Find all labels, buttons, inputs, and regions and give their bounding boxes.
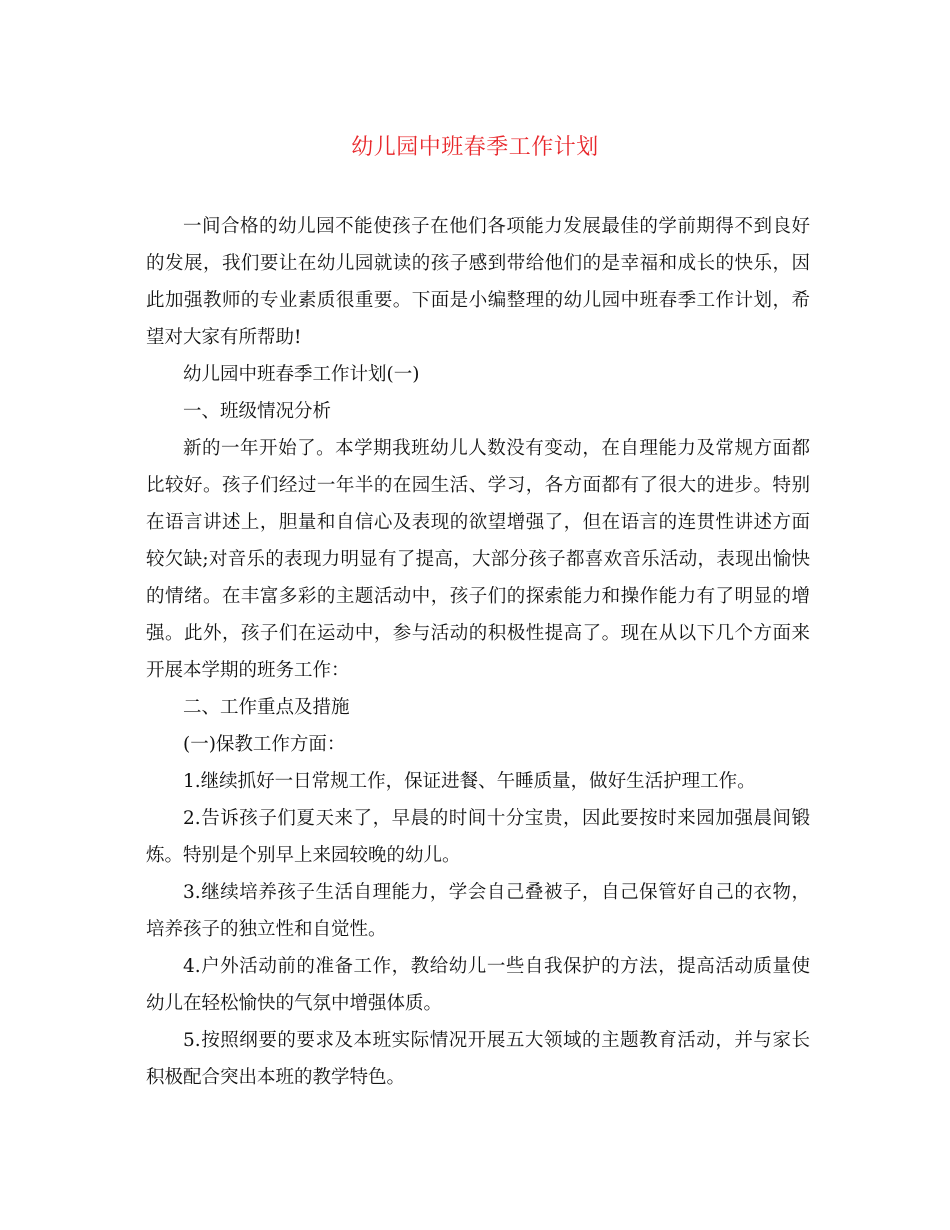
paragraph-plan-heading: 幼儿园中班春季工作计划(一) (183, 364, 420, 385)
paragraph-item-3: 3.继续培养孩子生活自理能力，学会自己叠被子，自己保管好自己的衣物，培养孩子的独立性和自觉性。 (146, 882, 810, 940)
paragraph-section-2-heading: 二、工作重点及措施 (183, 697, 350, 718)
paragraph-item-1: 1.继续抓好一日常规工作，保证进餐、午睡质量，做好生活护理工作。 (183, 771, 756, 792)
document-body (146, 208, 810, 1096)
paragraph-class-analysis: 新的一年开始了。本学期我班幼儿人数没有变动，在自理能力及常规方面都比较好。孩子们经过一年半的在园生活、学习，各方面都有了很大的进步。特别在语言讲述上，胆量和自信心及表现的欲望增强了，但在语言的连贯性讲述方面较欠缺;对音乐的表现力明显有了提高，大部分孩子都喜欢音乐活动，表现出愉快的情绪。在丰富多彩的主题活动中，孩子们的探索能力和操作能力有了明显的增强。此外，孩子们在运动中，参与活动的积极性提高了。现在从以下几个方面来开展本学期的班务工作： (146, 438, 810, 681)
paragraph-subsection-heading: (一)保教工作方面： (183, 734, 346, 755)
paragraph-section-1-heading: 一、班级情况分析 (183, 401, 332, 422)
paragraph-item-4: 4.户外活动前的准备工作，教给幼儿一些自我保护的方法，提高活动质量使幼儿在轻松愉快的气氛中增强体质。 (146, 956, 810, 1014)
document-title: 幼儿园中班春季工作计划 (351, 135, 599, 160)
paragraph-item-5: 5.按照纲要的要求及本班实际情况开展五大领域的主题教育活动，并与家长积极配合突出本班的教学特色。 (146, 1030, 810, 1088)
paragraph-intro: 一间合格的幼儿园不能使孩子在他们各项能力发展最佳的学前期得不到良好的发展，我们要让在幼儿园就读的孩子感到带给他们的是幸福和成长的快乐，因此加强教师的专业素质很重要。下面是小编整理的幼儿园中班春季工作计划，希望对大家有所帮助! (146, 216, 810, 348)
paragraph-item-2: 2.告诉孩子们夏天来了，早晨的时间十分宝贵，因此要按时来园加强晨间锻炼。特别是个别早上来园较晚的幼儿。 (146, 808, 810, 866)
